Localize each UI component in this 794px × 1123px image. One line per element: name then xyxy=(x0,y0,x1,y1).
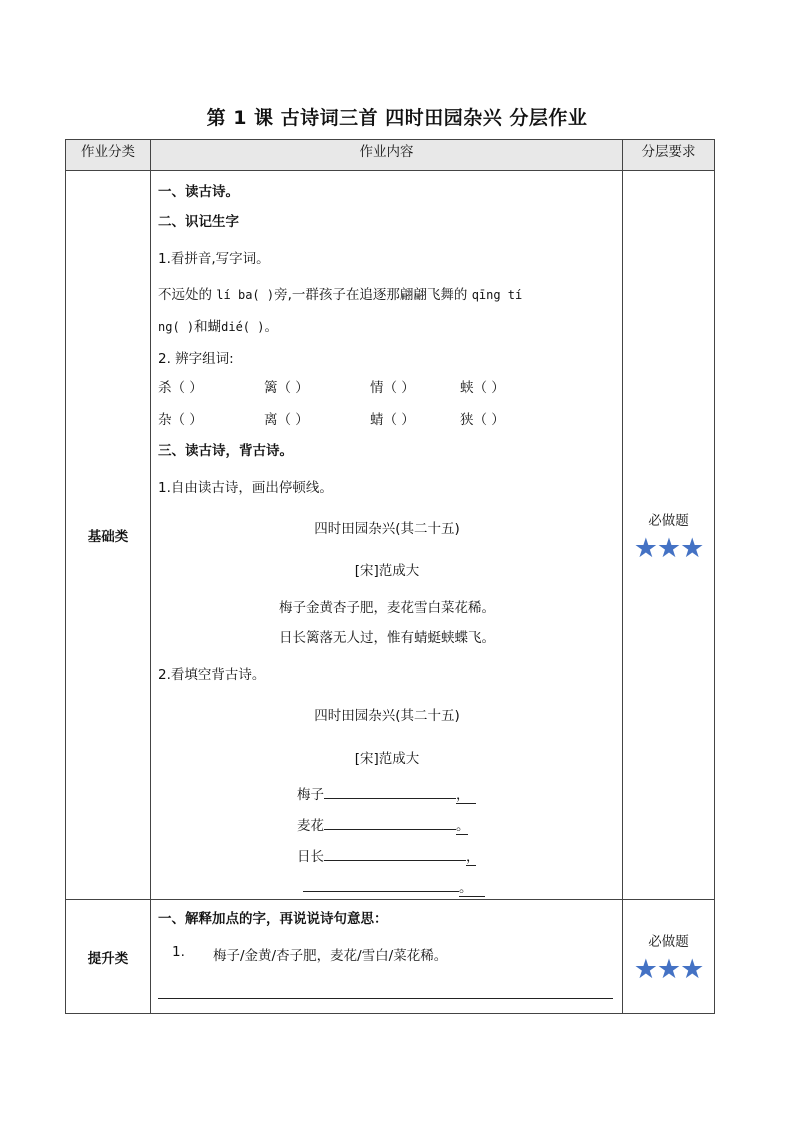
question-text: 1.自由读古诗，画出停顿线。 xyxy=(158,480,333,496)
fill-line xyxy=(303,876,485,897)
fill-line xyxy=(297,814,468,835)
text: 不远处的 xyxy=(158,287,212,303)
star-rating-icon: ★★★ xyxy=(633,532,704,564)
pinyin: qīng tí xyxy=(471,288,523,302)
fill-punct: 。 xyxy=(459,876,485,897)
table-row-advanced xyxy=(66,900,715,1014)
word-item: 蛱（ ） xyxy=(460,380,505,396)
header-category: 作业分类 xyxy=(66,140,151,171)
table-row-basic xyxy=(66,171,715,900)
homework-table xyxy=(65,139,715,1014)
section-heading: 一、读古诗。 xyxy=(158,184,239,200)
blank-2[interactable] xyxy=(324,815,456,830)
answer-line[interactable] xyxy=(158,998,613,999)
pinyin: lí ba( ) xyxy=(216,288,275,302)
poem-line: 梅子金黄杏子肥，麦花雪白菜花稀。 xyxy=(279,600,495,616)
header-content: 作业内容 xyxy=(151,140,623,171)
requirement-label: 必做题 xyxy=(648,512,689,529)
section-heading: 一、解释加点的字，再说说诗句意思： xyxy=(158,911,388,927)
fill-label: 日长 xyxy=(297,849,324,865)
question-text: 1.看拼音,写字词。 xyxy=(158,251,270,267)
advanced-requirement xyxy=(623,900,715,1014)
text: 。 xyxy=(264,319,278,335)
fill-label: 梅子 xyxy=(297,787,324,803)
fill-line xyxy=(297,783,476,804)
section-heading: 三、读古诗，背古诗。 xyxy=(158,443,293,459)
word-item: 情（ ） xyxy=(370,380,415,396)
table-header-row xyxy=(66,140,715,171)
pinyin: dié( ) xyxy=(221,320,265,334)
advanced-content-cell xyxy=(151,900,623,1014)
word-row xyxy=(158,376,505,396)
word-item: 杀（ ） xyxy=(158,380,203,396)
word-item: 离（ ） xyxy=(264,412,309,428)
text: 和蝴 xyxy=(194,319,222,335)
question-line xyxy=(158,315,278,335)
item-text: 梅子/金黄/杏子肥，麦花/雪白/菜花稀。 xyxy=(213,948,448,964)
word-item: 蜻（ ） xyxy=(370,412,415,428)
advanced-category: 提升类 xyxy=(66,900,151,1014)
question-text: 2. 辨字组词: xyxy=(158,351,234,367)
poem-author: [宋]范成大 xyxy=(354,563,420,579)
blank-1[interactable] xyxy=(324,784,456,799)
basic-requirement xyxy=(623,171,715,900)
word-item: 篱（ ） xyxy=(264,380,309,396)
basic-category: 基础类 xyxy=(66,171,151,900)
section-heading: 二、识记生字 xyxy=(158,214,239,230)
text: 旁,一群孩子在追逐那翩翩飞舞的 xyxy=(274,287,468,303)
requirement-label: 必做题 xyxy=(648,934,689,950)
poem-title: 四时田园杂兴(其二十五) xyxy=(314,521,460,537)
blank-3[interactable] xyxy=(324,846,466,861)
star-rating-icon: ★★★ xyxy=(633,954,704,985)
word-item: 杂（ ） xyxy=(158,412,203,428)
basic-content-cell xyxy=(151,171,623,900)
fill-punct: 。 xyxy=(456,814,468,835)
header-requirement: 分层要求 xyxy=(623,140,715,171)
poem-author: [宋]范成大 xyxy=(354,751,420,767)
poem-line: 日长篱落无人过，惟有蜻蜓蛱蝶飞。 xyxy=(279,630,495,646)
fill-line xyxy=(297,845,480,866)
item-number: 1. xyxy=(172,944,185,960)
fill-punct: ， xyxy=(466,845,476,866)
fill-label: 麦花 xyxy=(297,818,324,834)
word-row xyxy=(158,408,505,428)
pinyin: ng( ) xyxy=(158,320,195,334)
word-item: 狭（ ） xyxy=(460,412,505,428)
question-text: 2.看填空背古诗。 xyxy=(158,667,266,683)
page-title: 第 1 课 古诗词三首 四时田园杂兴 分层作业 xyxy=(206,107,588,129)
fill-punct: ， xyxy=(456,783,476,804)
blank-4[interactable] xyxy=(303,877,459,892)
poem-title: 四时田园杂兴(其二十五) xyxy=(314,708,460,724)
question-line xyxy=(158,283,522,303)
